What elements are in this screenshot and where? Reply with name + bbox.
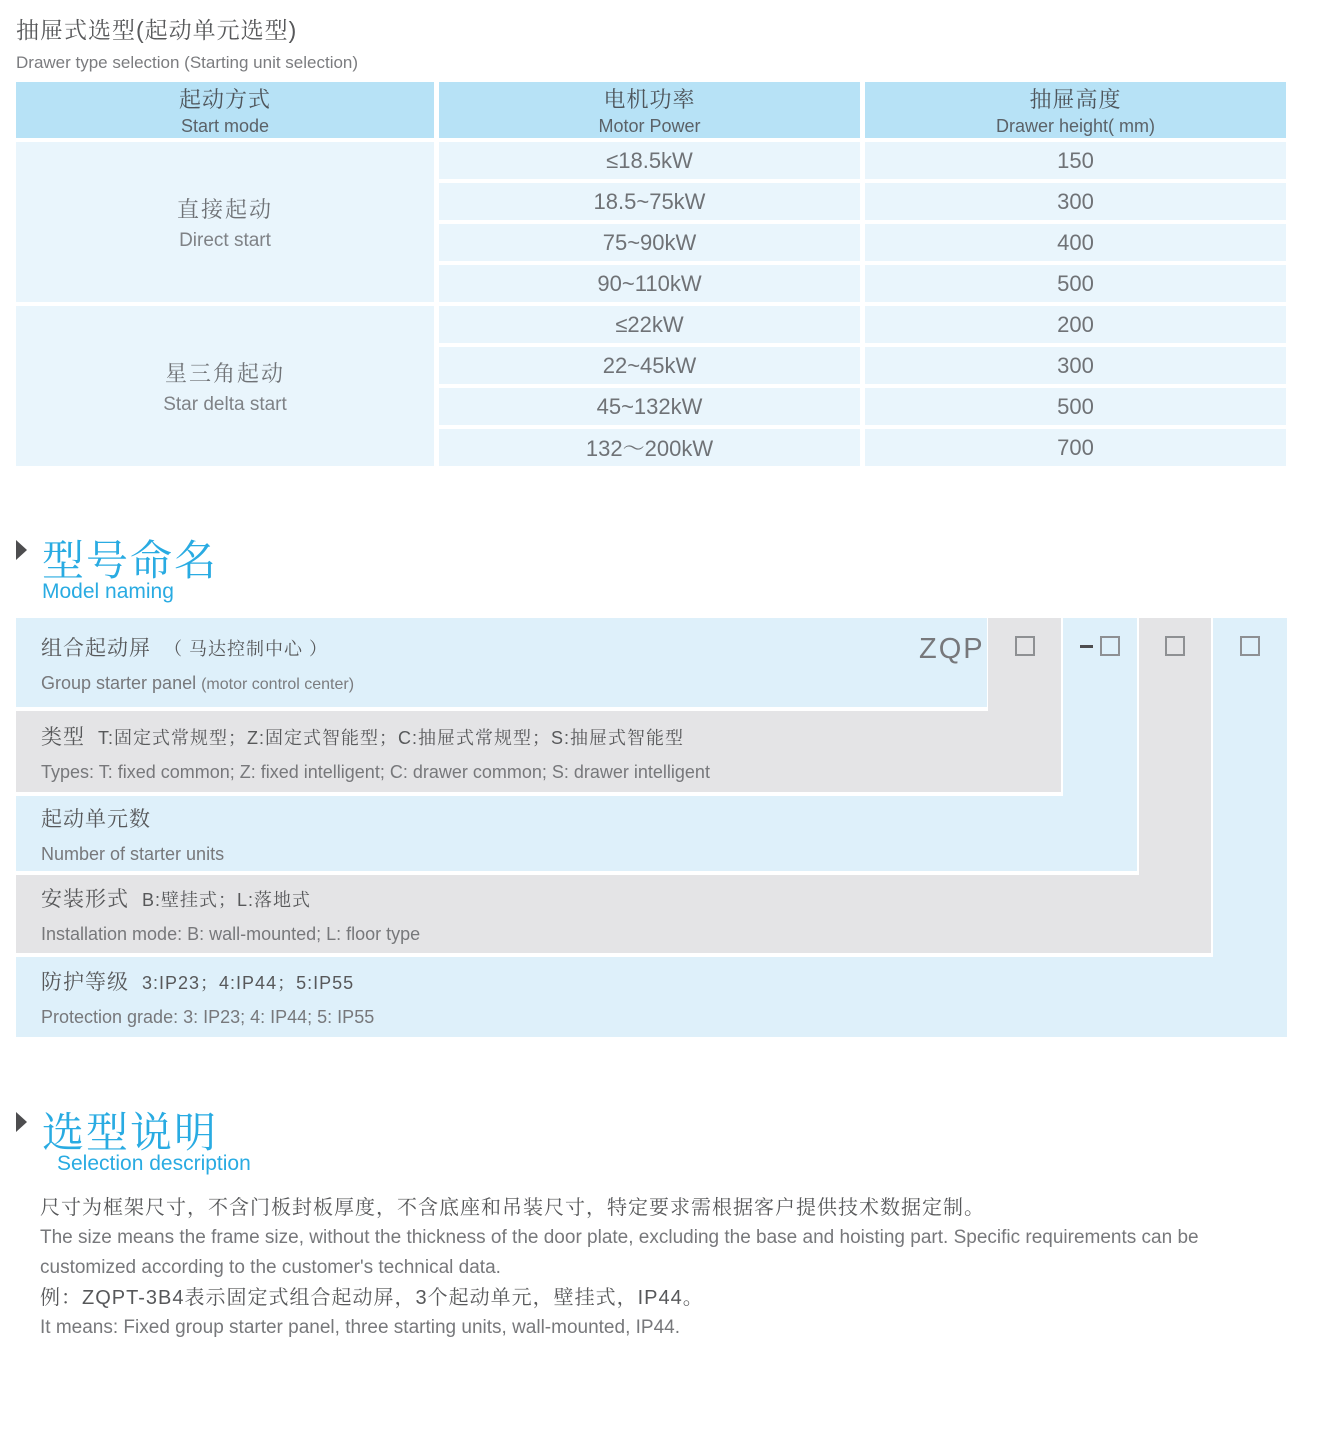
power-cell: 132～200kW: [439, 429, 860, 466]
power-cell: 75~90kW: [439, 224, 860, 261]
group-cell-direct-start: [16, 142, 434, 302]
power-cell: ≤22kW: [439, 306, 860, 343]
header-zh: 电机功率: [603, 87, 696, 112]
group-cell-star-delta-start: [16, 306, 434, 466]
naming-row-installation: [16, 875, 1210, 953]
naming-row-zh: 安装形式 B:壁挂式；L:落地式: [41, 888, 312, 911]
group-name-zh: 星三角起动: [164, 360, 285, 386]
arrow-icon: [16, 1112, 27, 1132]
naming-row-en: Types: T: fixed common; Z: fixed intelligent; C: drawer common; S: drawer intelligent: [41, 761, 710, 782]
header-en: Motor Power: [598, 116, 701, 136]
height-cell: 200: [865, 306, 1286, 343]
description-line: 例：ZQPT-3B4表示固定式组合起动屏，3个起动单元，壁挂式，IP44。: [40, 1287, 704, 1309]
naming-row-en: Installation mode: B: wall-mounted; L: floor type: [41, 924, 421, 944]
col-header-start-mode: [16, 82, 434, 138]
height-cell: 700: [865, 429, 1286, 466]
description-line: It means: Fixed group starter panel, three starting units, wall-mounted, IP44.: [40, 1317, 680, 1338]
height-cell: 300: [865, 347, 1286, 384]
description-line: customized according to the customer's technical data.: [40, 1257, 501, 1278]
code-box-icon: [1015, 636, 1035, 656]
model-naming-title-en: Model naming: [42, 580, 174, 603]
page-header: [16, 12, 358, 73]
naming-row-en: Group starter panel (motor control center): [41, 672, 355, 693]
height-cell: 500: [865, 265, 1286, 302]
naming-row-zh: 组合起动屏 （ 马达控制中心 ）: [41, 636, 329, 660]
description-line: 尺寸为框架尺寸，不含门板封板厚度，不含底座和吊装尺寸，特定要求需根据客户提供技术数据定制。: [40, 1197, 985, 1219]
page-title-zh: 抽屉式选型(起动单元选型): [16, 17, 298, 43]
power-cell: 90~110kW: [439, 265, 860, 302]
selection-title-en: Selection description: [57, 1152, 251, 1175]
power-cell: ≤18.5kW: [439, 142, 860, 179]
height-cell: 400: [865, 224, 1286, 261]
naming-row-zh: 起动单元数: [41, 807, 151, 831]
header-en: Start mode: [180, 116, 270, 136]
drawer-selection-table: [16, 82, 1286, 466]
header-zh: 起动方式: [178, 87, 271, 112]
model-naming-title-zh: 型号命名: [42, 537, 219, 584]
code-box-icon: [1165, 636, 1185, 656]
naming-row-en: Number of starter units: [41, 843, 225, 864]
naming-row-panel: [16, 618, 987, 707]
group-name-en: Star delta start: [163, 393, 287, 415]
header-zh: 抽屉高度: [1029, 87, 1122, 112]
page-title-en: Drawer type selection (Starting unit selection): [16, 53, 359, 72]
dash-icon: [1080, 645, 1093, 648]
selection-title-zh: 选型说明: [42, 1109, 219, 1156]
header-en: Drawer height( mm): [995, 116, 1156, 136]
naming-row-zh: 防护等级 3:IP23；4:IP44；5:IP55: [41, 971, 355, 994]
col-header-drawer-height: [865, 82, 1286, 138]
naming-row-units: [16, 796, 1137, 871]
code-box-group: [1080, 636, 1120, 656]
naming-row-type: [16, 711, 1061, 792]
naming-row-protection: [16, 957, 1287, 1037]
arrow-icon: [16, 540, 27, 560]
power-cell: 45~132kW: [439, 388, 860, 425]
code-box-icon: [1240, 636, 1260, 656]
model-naming-diagram: [16, 618, 1287, 1037]
power-cell: 18.5~75kW: [439, 183, 860, 220]
power-cell: 22~45kW: [439, 347, 860, 384]
selection-description-text: [40, 1193, 1300, 1343]
group-name-en: Direct start: [179, 229, 271, 251]
description-line: The size means the frame size, without the thickness of the door plate, excluding the base and hoisting part. Specific requirements can be: [40, 1227, 1199, 1248]
height-cell: 150: [865, 142, 1286, 179]
height-cell: 500: [865, 388, 1286, 425]
naming-row-en: Protection grade: 3: IP23; 4: IP44; 5: IP55: [41, 1007, 375, 1027]
model-code-prefix: ZQP: [919, 633, 985, 665]
height-cell: 300: [865, 183, 1286, 220]
code-box-icon: [1100, 636, 1120, 656]
naming-row-zh: 类型 T:固定式常规型；Z:固定式智能型；C:抽屉式常规型；S:抽屉式智能型: [41, 725, 685, 749]
col-header-motor-power: [439, 82, 860, 138]
group-name-zh: 直接起动: [176, 196, 273, 222]
